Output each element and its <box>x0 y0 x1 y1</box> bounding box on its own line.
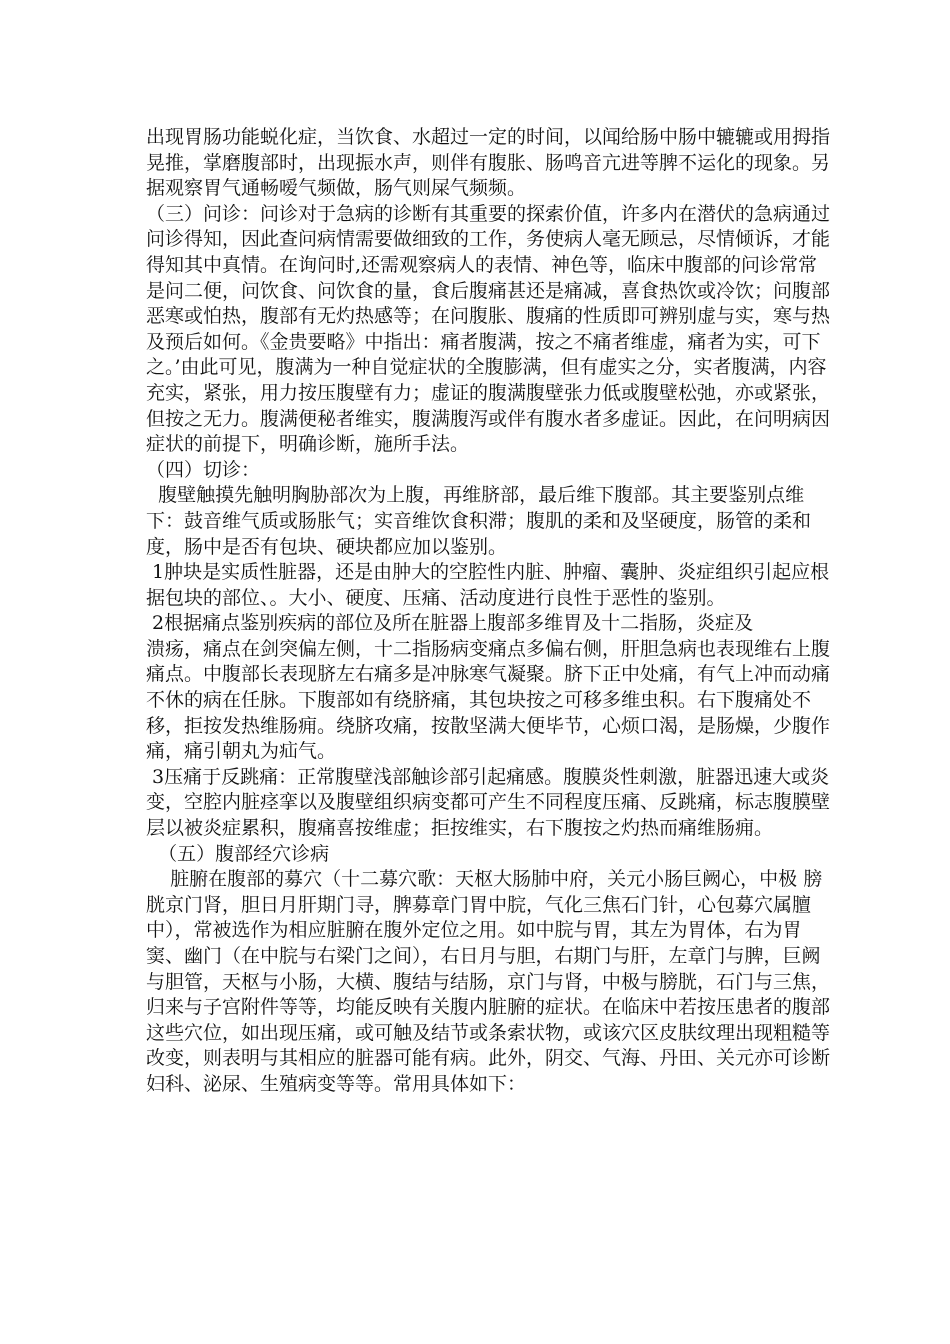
paragraph-pain-points: 2根据痛点鉴别疾病的部位及所在脏器上腹部多维胃及十二指肠，炎症及 溃疡，痛点在剑突偏左侧，十二指肠病变痛点多偏右侧，肝胆急病也表现维右上腹痛点。中腹部长表现脐左右痛多是冲脉寒气凝聚。脐下正中处痛，有气上冲而动痛不休的病在任脉。下腹部如有绕脐痛，其包块按之可移多维虫积。右下腹痛处不移，拒按发热维肠痈。绕脐攻痛，按散坚满大便毕节，心烦口渴，是肠燥，少腹作痛，痛引朝丸为疝气。 <box>146 612 850 763</box>
paragraph-palpation: 腹壁触摸先触明胸胁部次为上腹，再维脐部，最后维下腹部。其主要鉴别点维下：鼓音维气质或肠胀气；实音维饮食积滞；腹肌的柔和及坚硬度，肠管的柔和度，肠中是否有包块、硬块都应加以鉴别。 <box>146 484 812 558</box>
heading-palpation: （四）切诊： <box>146 458 261 481</box>
paragraph-stomach-intestine: 出现胃肠功能蜕化症，当饮食、水超过一定的时间，以闻给肠中肠中辘辘或用拇指晃推，掌磨腹部时，出现振水声，则伴有腹胀、肠鸣音亢进等脾不运化的现象。另据观察胃气通畅嗳气频做，肠气则屎气频频。 <box>146 126 831 200</box>
paragraph-tenderness: 3压痛于反跳痛：正常腹壁浅部触诊部引起痛感。腹膜炎性刺激，脏器迅速大或炎变，空腔内脏痉挛以及腹壁组织病变都可产生不同程度压痛、反跳痛，标志腹膜壁层以被炎症累积，腹痛喜按维虚；拒按维实，右下腹按之灼热而痛维肠痈。 <box>146 765 831 840</box>
heading-acupoints: （五）腹部经穴诊病 <box>146 842 330 865</box>
paragraph-inquiry: （三）问诊：问诊对于急病的诊断有其重要的探索价值，许多内在潜伏的急病通过问诊得知，因此查问病情需要做细致的工作，务使病人毫无顾忌，尽情倾诉，才能得知其中真情。在询问时,还需观察病人的表情、神色等，临床中腹部的问诊常常是问二便，问饮食、问饮食的量，食后腹痛甚还是痛减，喜食热饮或冷饮；问腹部恶寒或怕热，腹部有无灼热感等；在问腹胀、腹痛的性质即可辨别虚与实，寒与热及预后如何。《金贵要略》中指出：痛者腹满，按之不痛者维虚，痛者为实，可下之。’由此可见，腹满为一种自觉症状的全腹膨满，但有虚实之分，实者腹满，内容充实，紧张，用力按压腹壁有力；虚证的腹满腹壁张力低或腹壁松弛，亦或紧张，但按之无力。腹满便秘者维实，腹满腹泻或伴有腹水者多虚证。因此，在问明病因症状的前提下，明确诊断，施所手法。 <box>146 202 831 456</box>
paragraph-mass: 1肿块是实质性脏器，还是由肿大的空腔性内脏、肿瘤、囊肿、炎症组织引起应根据包块的部位、。大小、硬度、压痛、活动度进行良性于恶性的鉴别。 <box>146 561 830 609</box>
document-body <box>146 125 850 1098</box>
paragraph-acupoints: 脏腑在腹部的募穴（十二募穴歌：天枢大肠肺中府，关元小肠巨阙心，中极 膀胱京门肾，胆日月肝期门寻，脾募章门胃中脘，气化三焦石门针，心包募穴属膻中），常被选作为相应脏腑在腹外定位之用。如中脘与胃，其左为胃体，右为胃窦、幽门（在中脘与右梁门之间），右日月与胆，右期门与肝，左章门与脾，巨阙与胆管，天枢与小肠，大横、腹结与结肠，京门与肾，中极与膀胱，石门与三焦，归来与子宫附件等等，均能反映有关腹内脏腑的症状。在临床中若按压患者的腹部这些穴位，如出现压痛，或可触及结节或条索状物，或该穴区皮肤纹理出现粗糙等改变，则表明与其相应的脏器可能有病。此外，阴交、气海、丹田、关元亦可诊断妇科、泌尿、生殖病变等等。常用具体如下： <box>146 868 831 1095</box>
